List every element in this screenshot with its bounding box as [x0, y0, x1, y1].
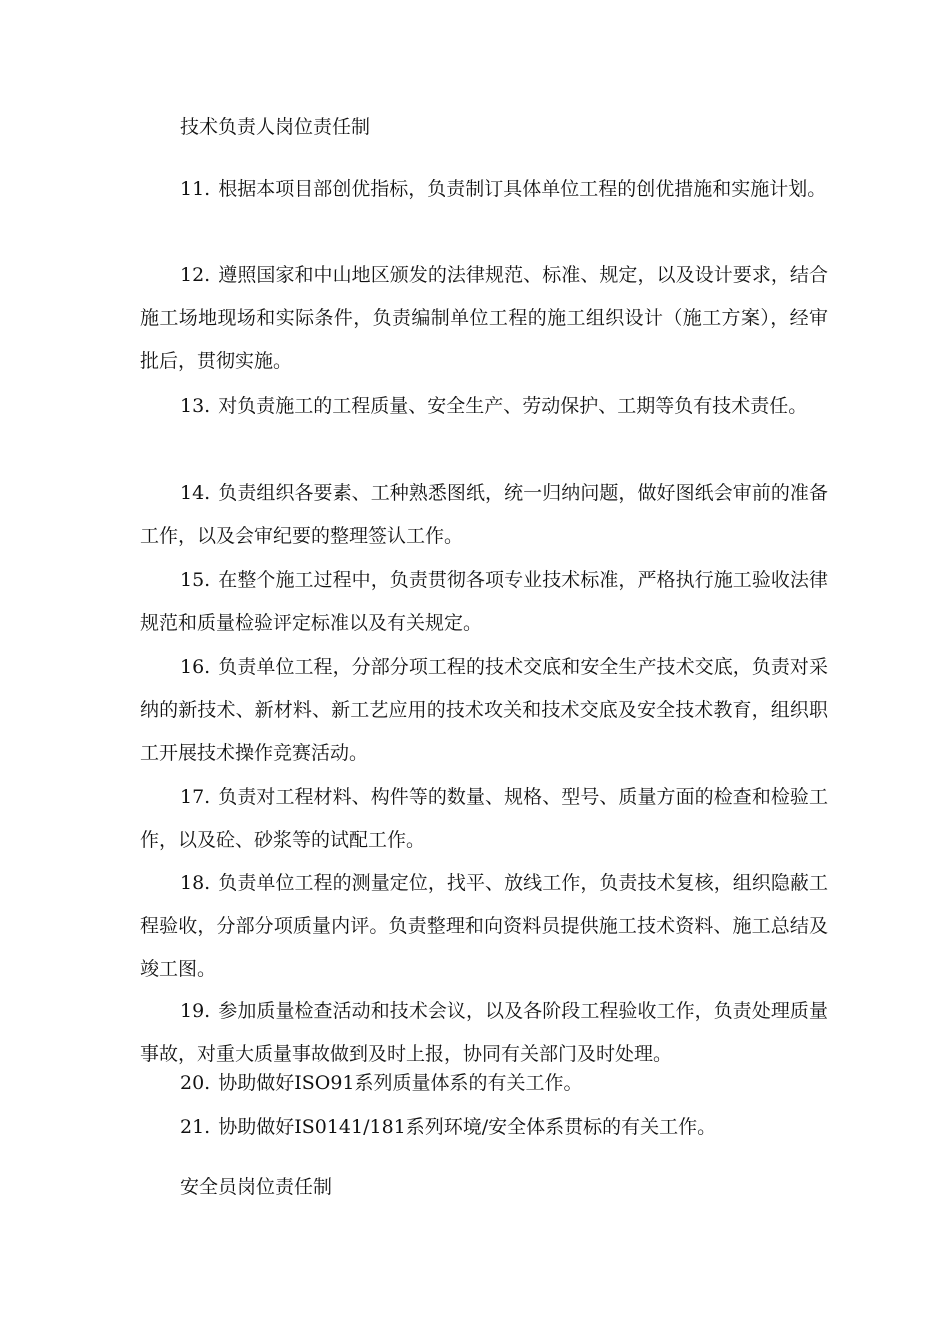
item-text: 协助做好ISO91系列质量体系的有关工作。: [218, 1072, 583, 1094]
list-item: [140, 1062, 828, 1105]
list-item: [140, 168, 828, 211]
item-text: 负责单位工程，分部分项工程的技术交底和安全生产技术交底，负责对采纳的新技术、新材料、新工艺应用的技术攻关和技术交底及安全技术教育，组织职工开展技术操作竞赛活动。: [140, 656, 828, 764]
item-number: 11.: [180, 178, 211, 200]
item-text: 对负责施工的工程质量、安全生产、劳动保护、工期等负有技术责任。: [218, 395, 808, 417]
item-text: 参加质量检查活动和技术会议，以及各阶段工程验收工作，负责处理质量事故，对重大质量事故做到及时上报，协同有关部门及时处理。: [140, 1000, 828, 1065]
item-number: 18.: [180, 872, 211, 894]
item-number: 14.: [180, 482, 211, 504]
item-text: 协助做好IS0141/181系列环境/安全体系贯标的有关工作。: [218, 1116, 717, 1138]
section-title-tech-lead: 技术负责人岗位责任制: [180, 116, 371, 138]
item-text: 根据本项目部创优指标，负责制订具体单位工程的创优措施和实施计划。: [218, 178, 827, 200]
item-number: 15.: [180, 569, 211, 591]
list-item: [140, 1106, 828, 1149]
item-text: 遵照国家和中山地区颁发的法律规范、标准、规定，以及设计要求，结合施工场地现场和实际条件，负责编制单位工程的施工组织设计（施工方案），经审批后，贯彻实施。: [140, 264, 828, 372]
list-item: [140, 862, 828, 991]
list-item: [140, 472, 828, 558]
item-number: 21.: [180, 1116, 211, 1138]
item-text: 负责组织各要素、工种熟悉图纸，统一归纳问题，做好图纸会审前的准备工作，以及会审纪要的整理签认工作。: [140, 482, 828, 547]
item-number: 16.: [180, 656, 211, 678]
item-number: 19.: [180, 1000, 211, 1022]
item-text: 负责对工程材料、构件等的数量、规格、型号、质量方面的检查和检验工作，以及砼、砂浆等的试配工作。: [140, 786, 828, 851]
list-item: [140, 776, 828, 862]
section-title-safety-officer: 安全员岗位责任制: [180, 1176, 333, 1198]
item-number: 20.: [180, 1072, 211, 1094]
list-item: [140, 254, 828, 383]
list-item: [140, 559, 828, 645]
item-number: 17.: [180, 786, 211, 808]
list-item: [140, 385, 828, 428]
list-item: [140, 646, 828, 775]
item-text: 负责单位工程的测量定位，找平、放线工作，负责技术复核，组织隐蔽工程验收，分部分项质量内评。负责整理和向资料员提供施工技术资料、施工总结及竣工图。: [140, 872, 828, 980]
item-text: 在整个施工过程中，负责贯彻各项专业技术标准，严格执行施工验收法律规范和质量检验评定标准以及有关规定。: [140, 569, 828, 634]
item-number: 12.: [180, 264, 211, 286]
item-number: 13.: [180, 395, 211, 417]
